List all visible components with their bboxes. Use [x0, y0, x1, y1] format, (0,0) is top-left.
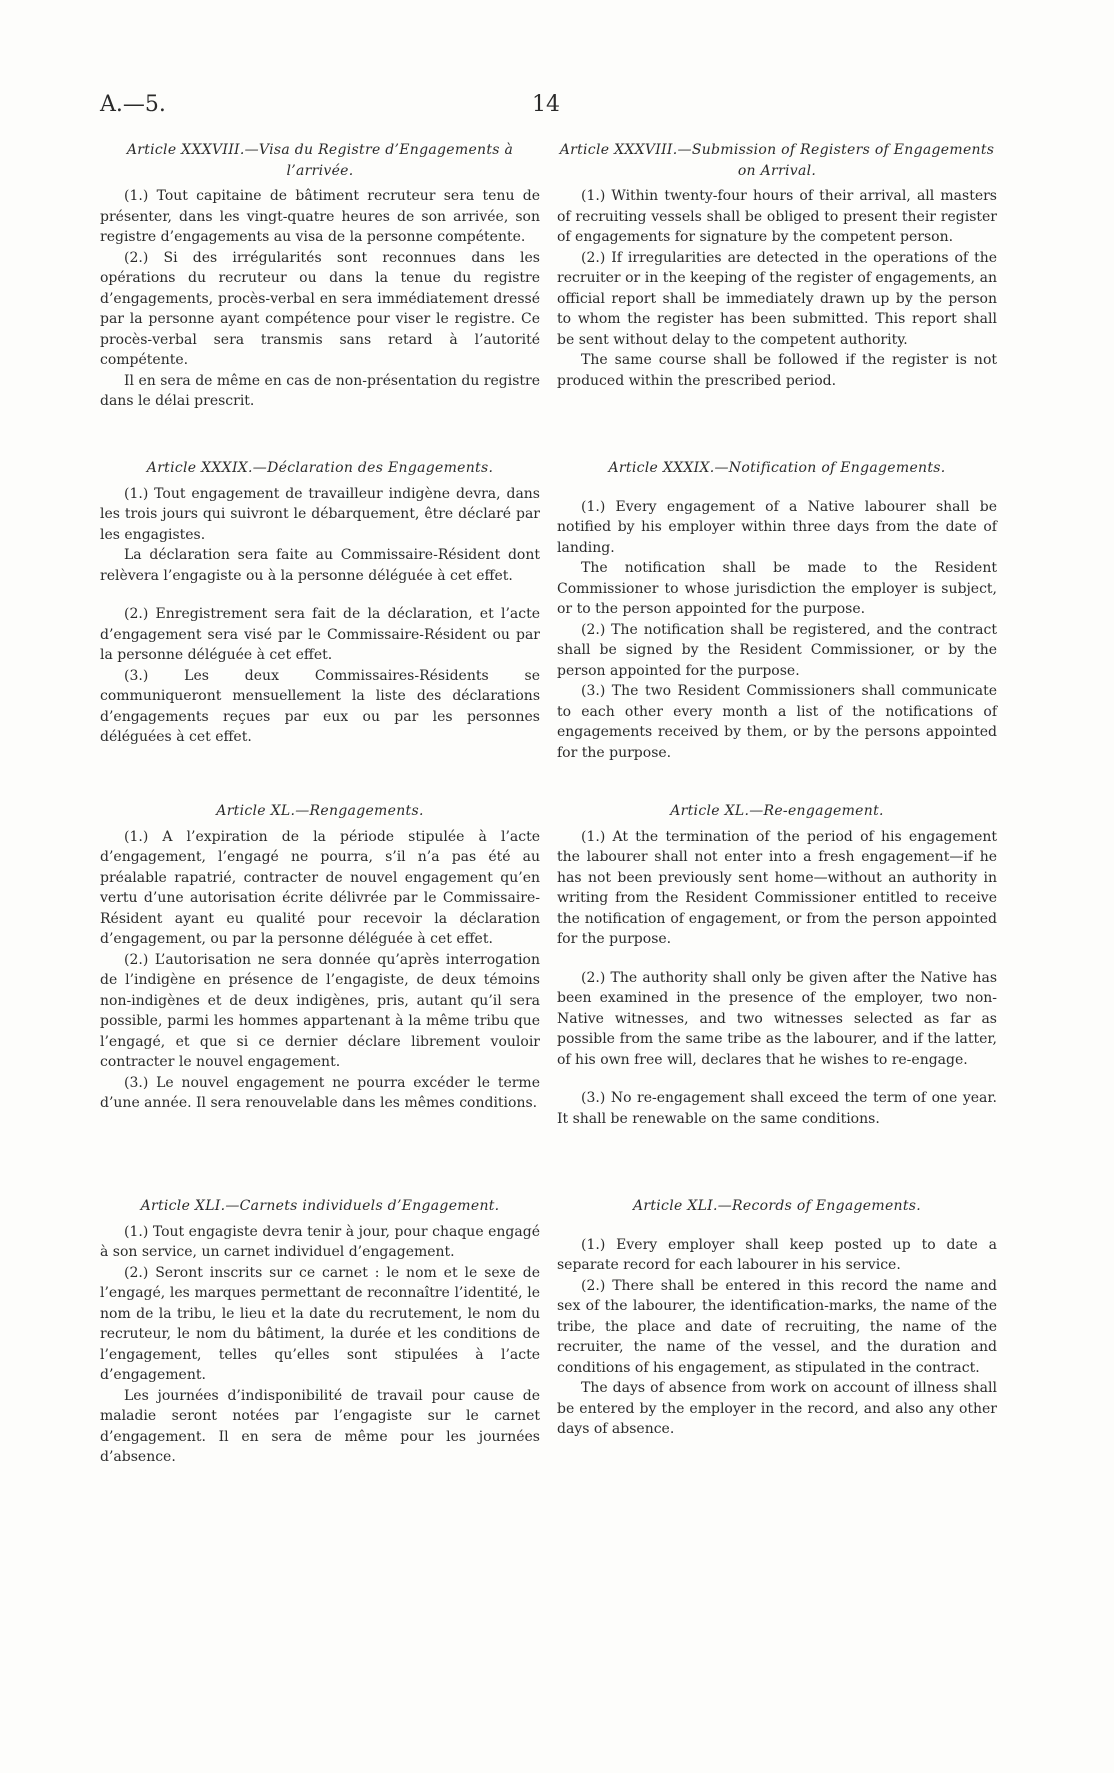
article-39-english — [557, 458, 997, 763]
paragraph: (2.) The notification shall be registered, and the contract shall be signed by the Resident Commissioner, or by the person appointed for the purpose. — [557, 621, 997, 679]
article-heading: Article XL.—Re-engagement. — [670, 803, 884, 819]
paragraph: The same course shall be followed if the register is not produced within the prescribed period. — [557, 352, 997, 389]
paragraph: (2.) The authority shall only be given after the Native has been examined in the presence of the employer, two non-Native witnesses, and two witnesses selected as far as possible from the same tribe as the labourer, and if the latter, of his own free will, declares that he wishes to re-engage. — [557, 969, 997, 1068]
paragraph: (1.) Tout engagement de travailleur indigène devra, dans les trois jours qui suivront le débarquement, être déclaré par les engagistes. — [100, 485, 540, 543]
paragraph: Les journées d’indisponibilité de travail pour cause de maladie seront notées par l’engagiste sur le carnet d’engagement. Il en sera de même pour les journées d’absence. — [100, 1387, 540, 1465]
paragraph: (3.) Les deux Commissaires-Résidents se communiqueront mensuellement la liste des déclarations d’engagements reçues par eux ou par les personnes déléguées à cet effet. — [100, 667, 540, 745]
paragraph: (1.) At the termination of the period of his engagement the labourer shall not enter into a fresh engagement—if he has not been previously sent home—without an authority in writing from the Resident Commissioner entitled to receive the notification of engagement, or from the person appointed for the purpose. — [557, 828, 997, 947]
article-38-french — [100, 140, 540, 412]
paragraph: (1.) Tout capitaine de bâtiment recruteur sera tenu de présenter, dans les vingt-quatre heures de son arrivée, son registre d’engagements au visa de la personne compétente. — [100, 188, 540, 245]
article-41-english — [557, 1196, 997, 1440]
paragraph: The days of absence from work on account of illness shall be entered by the employer in the record, and also any other days of absence. — [557, 1380, 997, 1437]
paragraph: (2.) If irregularities are detected in the operations of the recruiter or in the keeping of the register of engagements, an official report shall be immediately drawn up by the person to whom the register has been submitted. This report shall be sent without delay to the competent authority. — [557, 249, 997, 348]
paragraph: (1.) Every engagement of a Native labourer shall be notified by his employer within three days from the date of landing. — [557, 498, 997, 556]
paragraph: (2.) Seront inscrits sur ce carnet : le nom et le sexe de l’engagé, les marques permettant de reconnaître l’identité, le nom de la tribu, le lieu et la date du recrutement, le nom du recruteur, le nom du bâtiment, la durée et les conditions de l’engagement, telles qu’elles sont stipulées à l’acte d’engagement. — [100, 1264, 540, 1383]
paragraph: Il en sera de même en cas de non-présentation du registre dans le délai prescrit. — [100, 372, 540, 409]
article-40-french — [100, 801, 540, 1114]
paragraph: (2.) Si des irrégularités sont reconnues dans les opérations du recruteur ou dans la tenue du registre d’engagements, procès-verbal en sera immédiatement dressé par la personne ayant compétence pour viser le registre. Ce procès-verbal sera transmis sans retard à l’autorité compétente. — [100, 249, 540, 368]
paragraph: The notification shall be made to the Resident Commissioner to whose jurisdiction the employer is subject, or to the person appointed for the purpose. — [557, 560, 997, 617]
article-39-french — [100, 458, 540, 748]
article-heading: Article XXXVIII.—Submission of Registers of Engagements on Arrival. — [559, 142, 995, 179]
paragraph: (2.) L’autorisation ne sera donnée qu’après interrogation de l’indigène en présence de l’engagiste, de deux témoins non-indigènes et de deux indigènes, pris, autant qu’il sera possible, parmi les hommes appartenant à la même tribu que l’engagé, et que si ce dernier déclare librement vouloir contracter le nouvel engagement. — [100, 951, 540, 1070]
article-heading: Article XXXIX.—Notification of Engagements. — [608, 460, 946, 476]
paragraph: (3.) The two Resident Commissioners shall communicate to each other every month a list of the notifications of engagements received by them, or by the persons appointed for the purpose. — [557, 683, 997, 761]
paragraph: (2.) Enregistrement sera fait de la déclaration, et l’acte d’engagement sera visé par le Commissaire-Résident ou par la personne déléguée à cet effet. — [100, 606, 540, 663]
article-41-french — [100, 1196, 540, 1468]
page-number: 14 — [532, 92, 560, 117]
article-38-english — [557, 140, 997, 391]
paragraph: (1.) Every employer shall keep posted up to date a separate record for each labourer in his service. — [557, 1236, 997, 1273]
article-heading: Article XL.—Rengagements. — [216, 803, 424, 819]
paragraph: (3.) No re-engagement shall exceed the term of one year. It shall be renewable on the same conditions. — [557, 1090, 997, 1127]
paragraph: (1.) A l’expiration de la période stipulée à l’acte d’engagement, l’engagé ne pourra, s’il n’a pas été au préalable rapatrié, contracter de nouvel engagement qu’en vertu d’une autorisation écrite délivrée par le Commissaire-Résident ayant eu qualité pour recevoir la déclaration d’engagement, ou par la personne déléguée à cet effet. — [100, 828, 540, 947]
paragraph: (1.) Tout engagiste devra tenir à jour, pour chaque engagé à son service, un carnet individuel d’engagement. — [100, 1223, 540, 1260]
article-heading: Article XXXIX.—Déclaration des Engagements. — [146, 460, 494, 476]
article-heading: Article XLI.—Records of Engagements. — [632, 1198, 922, 1214]
article-heading: Article XXXVIII.—Visa du Registre d’Engagements à l’arrivée. — [126, 142, 514, 179]
paragraph: (3.) Le nouvel engagement ne pourra excéder le terme d’une année. Il sera renouvelable dans les mêmes conditions. — [100, 1074, 540, 1111]
paragraph: La déclaration sera faite au Commissaire-Résident dont relèvera l’engagiste ou à la personne déléguée à cet effet. — [100, 547, 540, 584]
paragraph: (2.) There shall be entered in this record the name and sex of the labourer, the identification-marks, the name of the tribe, the place and date of recruiting, the name of the recruiter, the name of the vessel, and the duration and conditions of his engagement, as stipulated in the contract. — [557, 1277, 997, 1376]
article-40-english — [557, 801, 997, 1129]
document-reference: A.—5. — [100, 92, 166, 117]
paragraph: (1.) Within twenty-four hours of their arrival, all masters of recruiting vessels shall be obliged to present their register of engagements for signature by the competent person. — [557, 188, 997, 245]
article-heading: Article XLI.—Carnets individuels d’Engagement. — [140, 1198, 500, 1214]
